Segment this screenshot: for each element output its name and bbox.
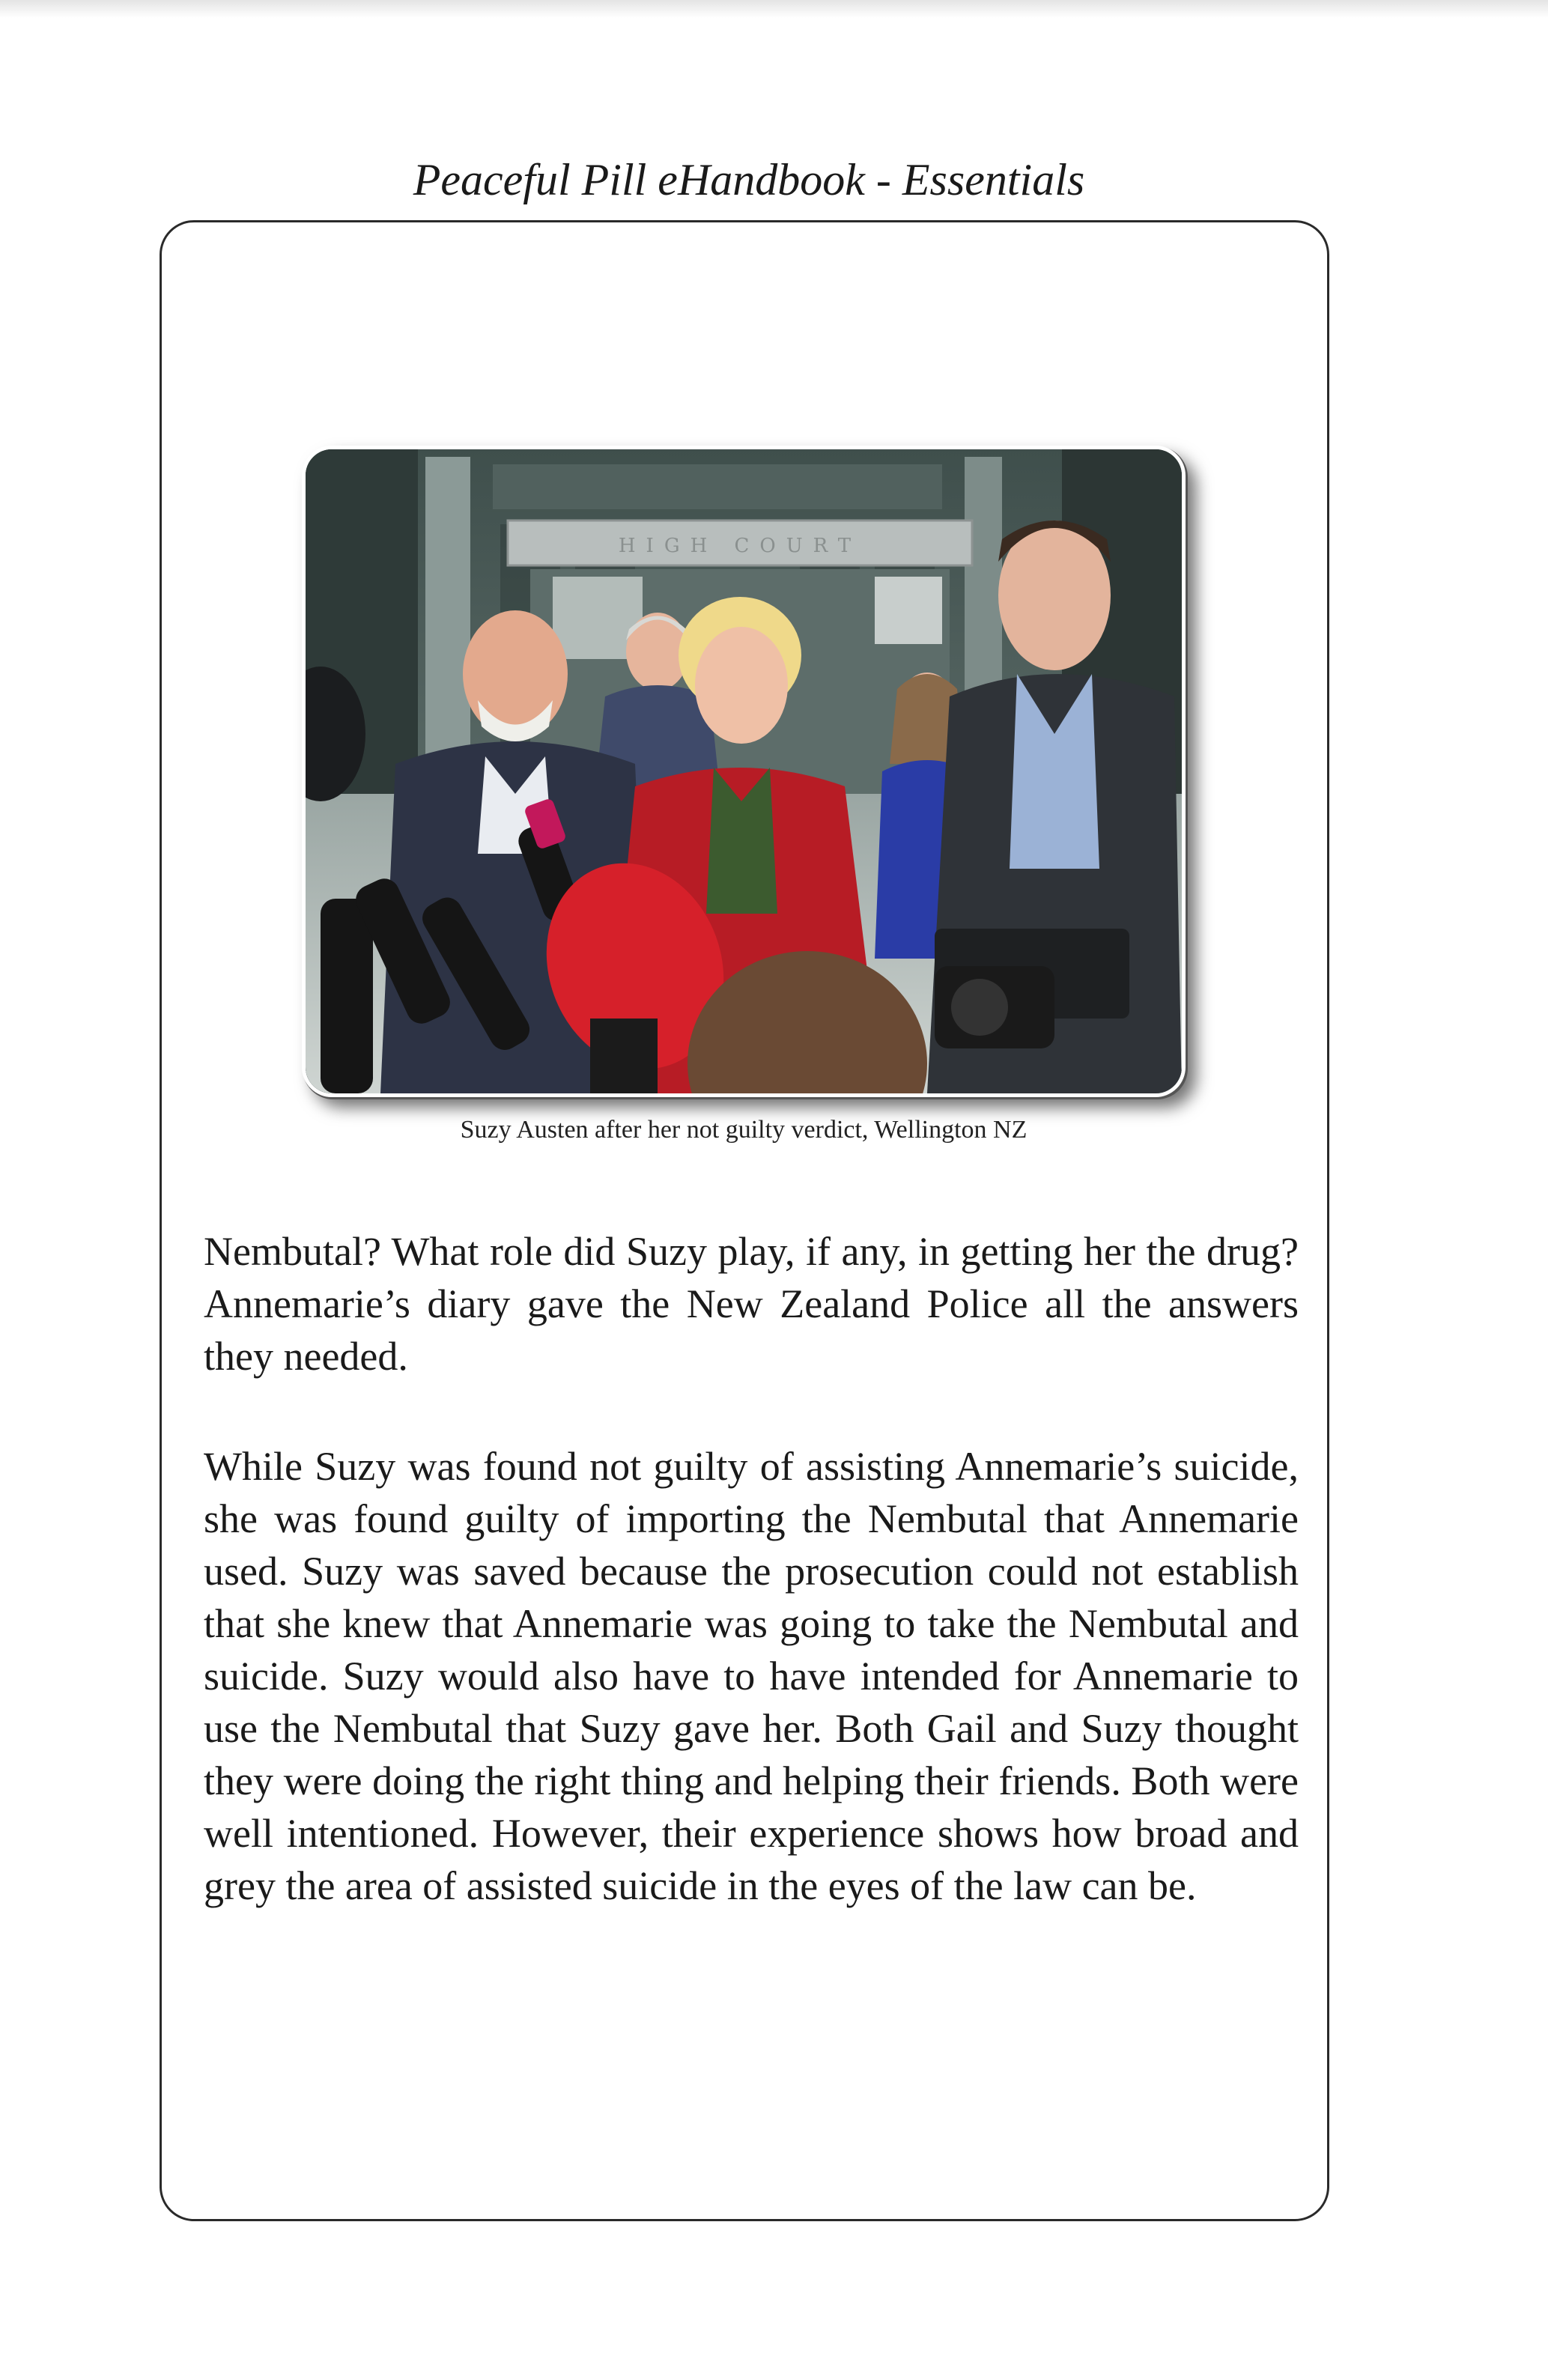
body-paragraph-2: While Suzy was found not guilty of assisting Annemarie’s suicide, she was found guilty of importing the Nembutal that Annemarie used. Suzy was saved because the prosecution could not establish that she knew that Annemarie was going to take the Nembutal and suicide. Suzy would also have to have intended for Annemarie to use the Nembutal that Suzy gave her. Both Gail and Suzy thought they were doing the right thing and helping their friends. Both were well intentioned. However, their experience shows how broad and grey the area of assisted suicide in the eyes of the law can be. — [204, 1444, 1299, 1908]
photo-caption: Suzy Austen after her not guilty verdict, Wellington NZ — [460, 1116, 1028, 1144]
court-photo — [302, 446, 1186, 1097]
running-header: Peaceful Pill eHandbook - Essentials — [413, 155, 1085, 204]
court-photo-illustration — [306, 449, 1182, 1093]
top-shadow — [0, 0, 1548, 18]
body-paragraph-1: Nembutal? What role did Suzy play, if any, in getting her the drug? Annemarie’s diary gave the New Zealand Police all the answers they needed. — [204, 1229, 1299, 1379]
man-left — [463, 610, 568, 738]
woman-center-face — [695, 627, 788, 744]
court-sign-text: HIGH COURT — [618, 535, 862, 557]
